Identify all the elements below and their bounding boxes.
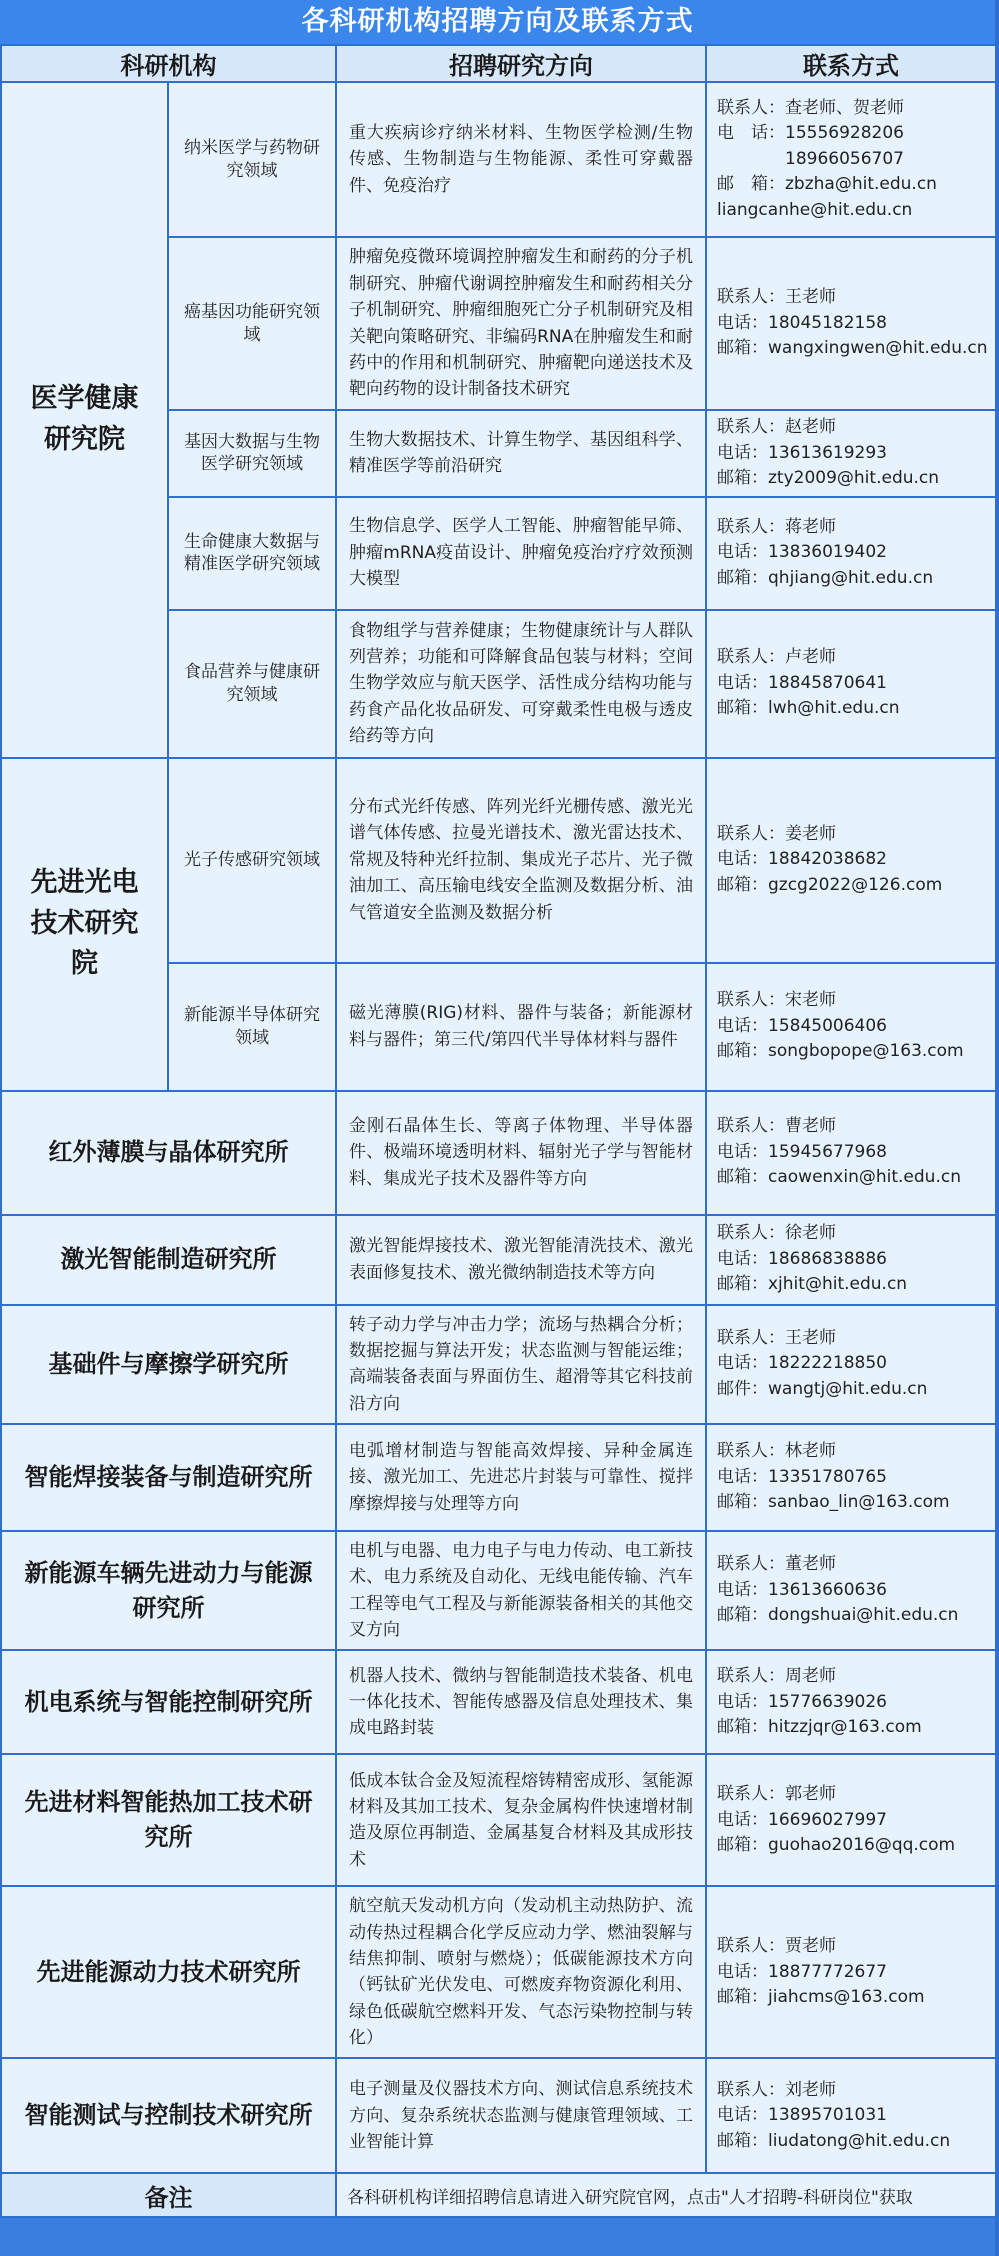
contact-line: 邮箱：lwh@hit.edu.cn <box>717 698 900 719</box>
contact-line: 电话：13613660636 <box>717 1579 887 1600</box>
contact-line: 电话：13351780765 <box>717 1466 887 1487</box>
table-body <box>1 82 996 2217</box>
header-direction: 招聘研究方向 <box>336 45 706 82</box>
contact-line: 邮箱：gzcg2022@126.com <box>717 874 943 895</box>
direction-cell: 电弧增材制造与智能高效焊接、异种金属连接、激光加工、先进芯片封装与可靠性、搅拌摩擦焊接与处理等方向 <box>336 1424 706 1531</box>
contact-line: 电话：13613619293 <box>717 442 887 463</box>
contact-line: 联系人：徐老师 <box>717 1223 836 1244</box>
direction-cell: 航空航天发动机方向（发动机主动热防护、流动传热过程耦合化学反应动力学、燃油裂解与结焦抑制、喷射与燃烧）；低碳能源技术方向（钙钛矿光伏发电、可燃废弃物资源化利用、绿色低碳航空燃料开发、气态污染物控制与转化） <box>336 1886 706 2058</box>
contact-line: 联系人：蒋老师 <box>717 516 836 537</box>
sub-field-cell: 基因大数据与生物医学研究领域 <box>168 410 336 497</box>
contact-line: 电话：15776639026 <box>717 1691 887 1712</box>
contact-line: 邮箱：songbopope@163.com <box>717 1041 964 1062</box>
contact-cell <box>706 82 996 237</box>
institution-cell: 医学健康研究院 <box>1 82 168 758</box>
table-row <box>1 82 996 237</box>
table-row <box>1 1531 996 1650</box>
table-row <box>1 1305 996 1424</box>
institution-cell: 先进光电技术研究院 <box>1 758 168 1091</box>
contact-cell <box>706 963 996 1091</box>
contact-line: 邮箱：liudatong@hit.edu.cn <box>717 2130 951 2151</box>
contact-line: 邮箱：dongshuai@hit.edu.cn <box>717 1605 959 1626</box>
direction-cell: 生物大数据技术、计算生物学、基因组科学、精准医学等前沿研究 <box>336 410 706 497</box>
direction-cell: 肿瘤免疫微环境调控肿瘤发生和耐药的分子机制研究、肿瘤代谢调控肿瘤发生和耐药相关分子机制研究、肿瘤细胞死亡分子机制研究及相关靶向策略研究、非编码RNA在肿瘤发生和耐药中的作用和机制研究、肿瘤靶向递送技术及靶向药物的设计制备技术研究 <box>336 237 706 410</box>
contact-line: 电话：18842038682 <box>717 849 887 870</box>
sub-field-cell: 癌基因功能研究领域 <box>168 237 336 410</box>
header-institution: 科研机构 <box>1 45 336 82</box>
contact-line: 电话：15945677968 <box>717 1141 887 1162</box>
contact-line: 邮箱：sanbao_lin@163.com <box>717 1492 950 1513</box>
institution-cell: 激光智能制造研究所 <box>1 1215 336 1305</box>
contact-line: 电话：15845006406 <box>717 1015 887 1036</box>
sub-field-cell: 新能源半导体研究领域 <box>168 963 336 1091</box>
institution-cell: 红外薄膜与晶体研究所 <box>1 1091 336 1215</box>
institution-cell: 先进能源动力技术研究所 <box>1 1886 336 2058</box>
contact-cell <box>706 497 996 610</box>
contact-line: 联系人：林老师 <box>717 1441 836 1462</box>
contact-cell <box>706 1531 996 1650</box>
direction-cell: 机器人技术、微纳与智能制造技术装备、机电一体化技术、智能传感器及信息处理技术、集成电路封装 <box>336 1650 706 1754</box>
contact-line: 电话：16696027997 <box>717 1809 887 1830</box>
table-row <box>1 1754 996 1886</box>
contact-cell <box>706 1305 996 1424</box>
table-row <box>1 1886 996 2058</box>
note-text: 各科研机构详细招聘信息请进入研究院官网，点击"人才招聘-科研岗位"获取 <box>336 2173 996 2217</box>
table-row <box>1 1650 996 1754</box>
contact-cell <box>706 1886 996 2058</box>
direction-cell: 低成本钛合金及短流程熔铸精密成形、氢能源材料及其加工技术、复杂金属构件快速增材制造及原位再制造、金属基复合材料及其成形技术 <box>336 1754 706 1886</box>
table-row <box>1 758 996 963</box>
contact-cell <box>706 2058 996 2173</box>
direction-cell: 重大疾病诊疗纳米材料、生物医学检测/生物传感、生物制造与生物能源、柔性可穿戴器件、免疫治疗 <box>336 82 706 237</box>
direction-cell: 磁光薄膜(RIG)材料、器件与装备；新能源材料与器件；第三代/第四代半导体材料与器件 <box>336 963 706 1091</box>
institution-cell: 智能焊接装备与制造研究所 <box>1 1424 336 1531</box>
contact-line: 联系人：刘老师 <box>717 2079 836 2100</box>
contact-line: 邮件：wangtj@hit.edu.cn <box>717 1378 928 1399</box>
contact-line: 邮箱：hitzzjqr@163.com <box>717 1717 922 1737</box>
direction-cell: 食物组学与营养健康；生物健康统计与人群队列营养；功能和可降解食品包装与材料；空间生物学效应与航天医学、活性成分结构功能与药食产品化妆品研发、可穿戴柔性电极与透皮给药等方向 <box>336 610 706 758</box>
direction-cell: 激光智能焊接技术、激光智能清洗技术、激光表面修复技术、激光微纳制造技术等方向 <box>336 1215 706 1305</box>
recruitment-table <box>0 44 997 2218</box>
table-row <box>1 1424 996 1531</box>
contact-cell <box>706 1650 996 1754</box>
sub-field-cell: 纳米医学与药物研究领域 <box>168 82 336 237</box>
contact-line: 邮箱：wangxingwen@hit.edu.cn <box>717 338 988 359</box>
contact-line: 联系人：赵老师 <box>717 417 836 437</box>
institution-cell: 机电系统与智能控制研究所 <box>1 1650 336 1754</box>
contact-line: 联系人：卢老师 <box>717 647 836 668</box>
contact-line: 联系人：董老师 <box>717 1554 836 1575</box>
direction-cell: 电机与电器、电力电子与电力传动、电工新技术、电力系统及自动化、无线电能传输、汽车工程等电气工程及与新能源装备相关的其他交叉方向 <box>336 1531 706 1650</box>
sub-field-cell: 光子传感研究领域 <box>168 758 336 963</box>
sub-field-cell: 食品营养与健康研究领域 <box>168 610 336 758</box>
contact-cell <box>706 237 996 410</box>
note-row <box>1 2173 996 2217</box>
contact-line: 联系人：郭老师 <box>717 1784 836 1804</box>
header-row <box>1 45 996 82</box>
sub-field-cell: 生命健康大数据与精准医学研究领域 <box>168 497 336 610</box>
direction-cell: 分布式光纤传感、阵列光纤光栅传感、激光光谱气体传感、拉曼光谱技术、激光雷达技术、常规及特种光纤拉制、集成光子芯片、光子微油加工、高压输电线安全监测及数据分析、油气管道安全监测及数据分析 <box>336 758 706 963</box>
contact-line: 邮箱：qhjiang@hit.edu.cn <box>717 567 934 588</box>
contact-line: 电话：13836019402 <box>717 542 887 563</box>
contact-line: 联系人：姜老师 <box>717 823 836 844</box>
contact-cell <box>706 410 996 497</box>
contact-line: 电话：18686838886 <box>717 1248 887 1269</box>
contact-line: 邮 箱：zbzha@hit.edu.cn <box>717 174 937 195</box>
contact-line: 邮箱：zty2009@hit.edu.cn <box>717 468 940 488</box>
contact-cell <box>706 758 996 963</box>
contact-line: 电话：13895701031 <box>717 2105 887 2126</box>
institution-cell: 先进材料智能热加工技术研究所 <box>1 1754 336 1886</box>
contact-line: 联系人：贾老师 <box>717 1936 836 1957</box>
contact-line: 电 话：15556928206 <box>717 123 904 144</box>
contact-line: 联系人：曹老师 <box>717 1116 836 1137</box>
direction-cell: 生物信息学、医学人工智能、肿瘤智能早筛、肿瘤mRNA疫苗设计、肿瘤免疫治疗疗效预测大模型 <box>336 497 706 610</box>
contact-line: 邮箱：guohao2016@qq.com <box>717 1835 956 1855</box>
contact-line: 邮箱：xjhit@hit.edu.cn <box>717 1274 908 1295</box>
contact-line: 电话：18845870641 <box>717 672 887 693</box>
institution-cell: 新能源车辆先进动力与能源研究所 <box>1 1531 336 1650</box>
contact-line: 联系人：宋老师 <box>717 990 836 1011</box>
note-label: 备注 <box>1 2173 336 2217</box>
contact-line: 邮箱：jiahcms@163.com <box>717 1987 925 2008</box>
contact-line: 联系人：周老师 <box>717 1666 836 1686</box>
table-row <box>1 2058 996 2173</box>
direction-cell: 金刚石晶体生长、等离子体物理、半导体器件、极端环境透明材料、辐射光子学与智能材料、集成光子技术及器件等方向 <box>336 1091 706 1215</box>
table-row <box>1 1091 996 1215</box>
contact-line: 邮箱：caowenxin@hit.edu.cn <box>717 1167 961 1188</box>
contact-line: 联系人：王老师 <box>717 287 836 308</box>
contact-line: liangcanhe@hit.edu.cn <box>717 199 913 220</box>
contact-line: 18966056707 <box>717 148 904 169</box>
contact-cell <box>706 1754 996 1886</box>
contact-cell <box>706 1424 996 1531</box>
contact-line: 电话：18877772677 <box>717 1961 887 1982</box>
contact-line: 联系人：查老师、贺老师 <box>717 97 904 118</box>
institution-cell: 智能测试与控制技术研究所 <box>1 2058 336 2173</box>
direction-cell: 电子测量及仪器技术方向、测试信息系统技术方向、复杂系统状态监测与健康管理领域、工业智能计算 <box>336 2058 706 2173</box>
contact-cell <box>706 610 996 758</box>
contact-line: 联系人：王老师 <box>717 1327 836 1348</box>
header-contact: 联系方式 <box>706 45 996 82</box>
institution-cell: 基础件与摩擦学研究所 <box>1 1305 336 1424</box>
contact-line: 电话：18222218850 <box>717 1353 887 1374</box>
contact-cell <box>706 1215 996 1305</box>
contact-line: 电话：18045182158 <box>717 312 887 333</box>
table-row <box>1 1215 996 1305</box>
contact-cell <box>706 1091 996 1215</box>
direction-cell: 转子动力学与冲击力学；流场与热耦合分析；数据挖掘与算法开发；状态监测与智能运维；高端装备表面与界面仿生、超滑等其它科技前沿方向 <box>336 1305 706 1424</box>
page-title: 各科研机构招聘方向及联系方式 <box>0 0 995 44</box>
